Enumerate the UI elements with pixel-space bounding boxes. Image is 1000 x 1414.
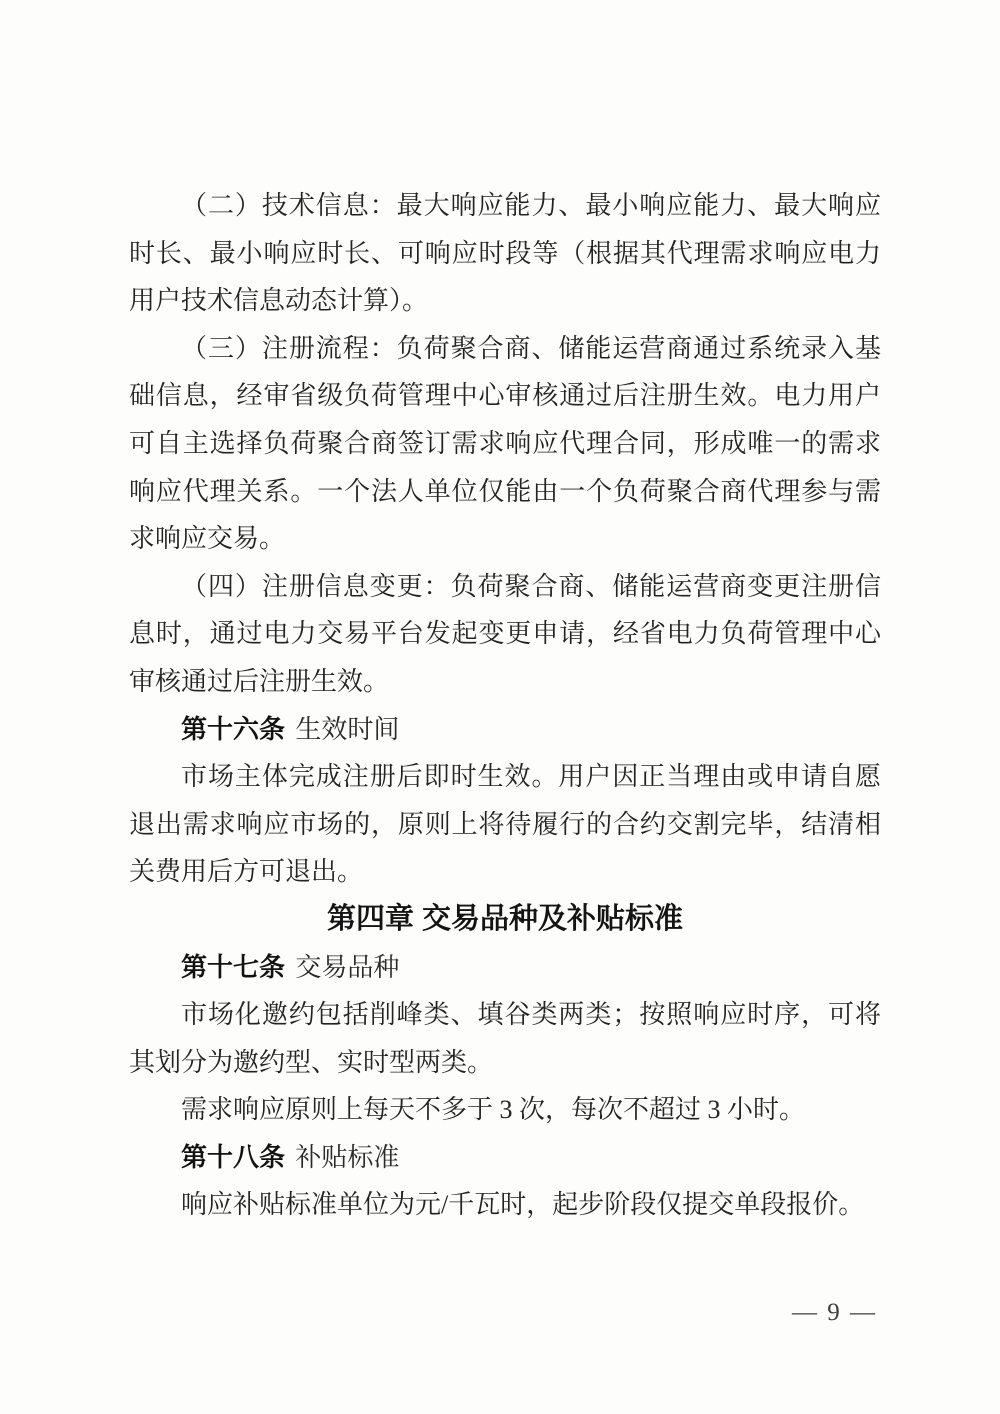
text-line: （二）技术信息：最大响应能力、最小响应能力、最大响应 <box>181 191 881 220</box>
text-line: 审核通过后注册生效。 <box>129 666 390 696</box>
article-18-title: 补贴标准 <box>295 1142 400 1172</box>
text-line: 市场主体完成注册后即时生效。用户因正当理由或申请自愿 <box>181 762 881 792</box>
paragraph-registration-change <box>129 563 881 706</box>
text-line: 础信息，经审省级负荷管理中心审核通过后注册生效。电力用户 <box>129 381 881 411</box>
text-line: 可自主选择负荷聚合商签订需求响应代理合同，形成唯一的需求 <box>129 428 881 458</box>
text-line: 市场化邀约包括削峰类、填谷类两类；按照响应时序，可将 <box>181 1000 881 1030</box>
paragraph-response-limit <box>129 1086 881 1134</box>
text-line: 退出需求响应市场的，原则上将待履行的合约交割完毕，结清相 <box>129 809 881 839</box>
article-17-label: 第十七条 <box>181 951 286 982</box>
text-line: 关费用后方可退出。 <box>129 857 364 887</box>
article-16-title: 生效时间 <box>295 714 400 744</box>
page-number: — 9 — <box>792 1299 877 1326</box>
article-18-heading <box>129 1134 881 1182</box>
text-line: （四）注册信息变更：负荷聚合商、储能运营商变更注册信 <box>181 571 881 601</box>
article-16-heading <box>129 706 881 754</box>
text-line: 响应代理关系。一个法人单位仅能由一个负荷聚合商代理参与需 <box>129 476 881 506</box>
text-line: 响应补贴标准单位为元/千瓦时，起步阶段仅提交单段报价。 <box>181 1190 865 1220</box>
paragraph-trade-products <box>129 991 881 1086</box>
text-line: （三）注册流程：负荷聚合商、储能运营商通过系统录入基 <box>181 333 881 363</box>
paragraph-subsidy-standard <box>129 1181 881 1229</box>
text-line: 需求响应原则上每天不多于 3 次，每次不超过 3 小时。 <box>181 1095 806 1125</box>
text-line: 用户技术信息动态计算）。 <box>129 286 429 316</box>
article-18-label: 第十八条 <box>181 1141 286 1172</box>
paragraph-effective-time <box>129 753 881 896</box>
text-line: 求响应交易。 <box>129 524 286 554</box>
article-17-title: 交易品种 <box>295 952 400 982</box>
chapter-4-heading: 第四章 交易品种及补贴标准 <box>326 902 684 935</box>
article-17-heading <box>129 944 881 992</box>
paragraph-registration-process <box>129 325 881 563</box>
text-line: 其划分为邀约型、实时型两类。 <box>129 1047 494 1077</box>
paragraph-tech-info <box>129 182 881 325</box>
document-body <box>129 182 881 1229</box>
text-line: 时长、最小响应时长、可响应时段等（根据其代理需求响应电力 <box>129 238 881 268</box>
text-line: 息时，通过电力交易平台发起变更申请，经省电力负荷管理中心 <box>129 619 881 649</box>
article-16-label: 第十六条 <box>181 713 286 744</box>
